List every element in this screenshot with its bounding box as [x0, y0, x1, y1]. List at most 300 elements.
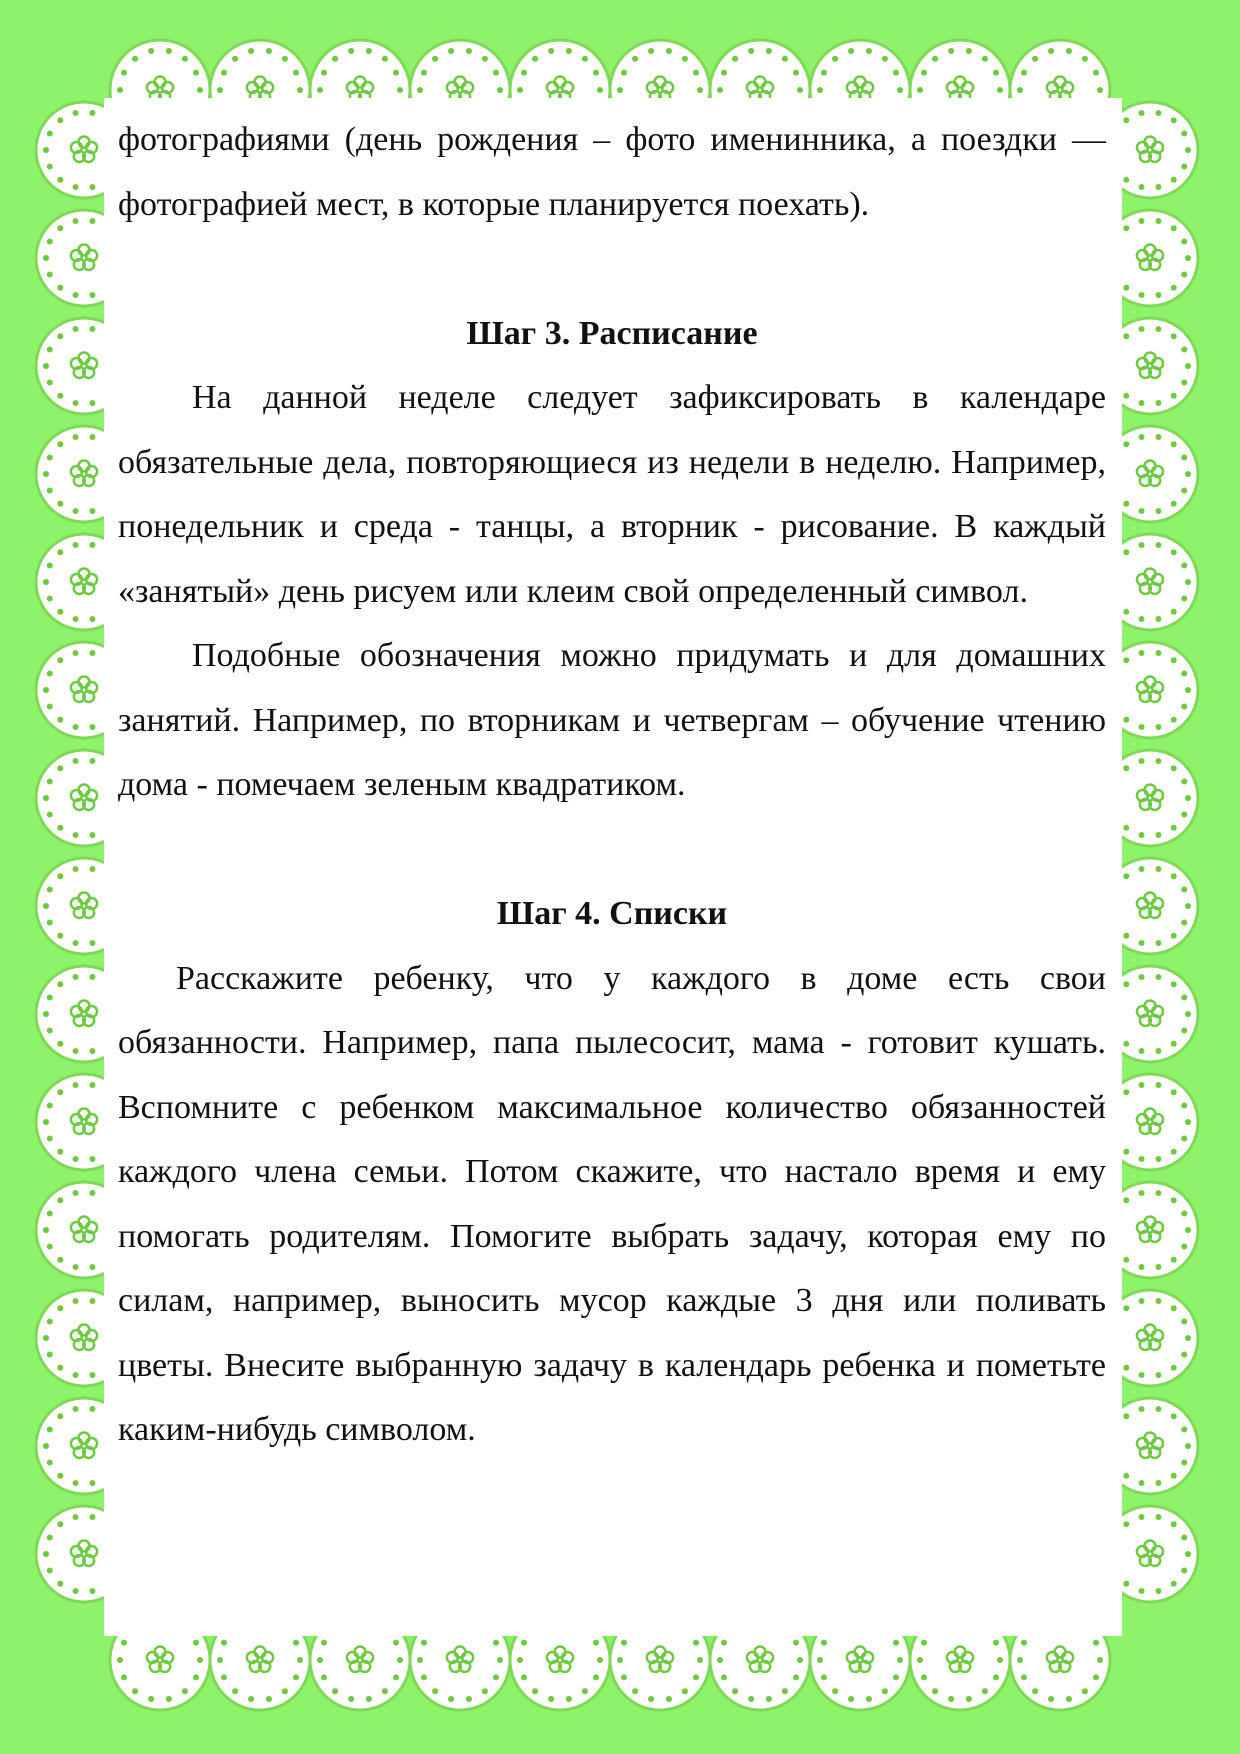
- intro-paragraph: фотографиями (день рождения – фото именинника, а поездки — фотографией мест, в которые планируется поехать).: [118, 121, 1106, 223]
- lace-dot: [1139, 1082, 1145, 1088]
- lace-dot: [57, 117, 63, 123]
- lace-dot: [117, 87, 123, 93]
- lace-dot: [47, 995, 53, 1001]
- lace-dot: [521, 1640, 527, 1646]
- lace-dot: [1093, 1640, 1099, 1646]
- lace-dot: [1155, 1298, 1161, 1304]
- lace-dot: [1171, 441, 1177, 447]
- lace-dot: [1171, 1197, 1177, 1203]
- lace-dot: [821, 1640, 827, 1646]
- lace-dot: [43, 795, 49, 801]
- lace-dot: [43, 1551, 49, 1557]
- lace-dot: [89, 184, 95, 190]
- lace-dot: [89, 434, 95, 440]
- lace-dot: [1171, 1521, 1177, 1527]
- lace-dot: [1048, 1696, 1054, 1702]
- lace-dot: [397, 1657, 403, 1663]
- lace-dot: [89, 1264, 95, 1270]
- lace-dot: [1066, 48, 1072, 54]
- lace-dot: [89, 758, 95, 764]
- lace-dot: [89, 1372, 95, 1378]
- lace-dot: [89, 1406, 95, 1412]
- lace-dot: [57, 1041, 63, 1047]
- lace-dot: [1032, 1688, 1038, 1694]
- lace-dot: [417, 1657, 423, 1663]
- lace-dot: [1021, 1640, 1027, 1646]
- lace-dot: [57, 933, 63, 939]
- lace-dot: [1097, 87, 1103, 93]
- lace-dot: [721, 1674, 727, 1680]
- lace-dot: [89, 724, 95, 730]
- lace-dot: [248, 1696, 254, 1702]
- lace-dot: [47, 595, 53, 601]
- lace-dot: [1123, 1581, 1129, 1587]
- lace-dot: [1123, 717, 1129, 723]
- lace-dot: [1139, 650, 1145, 656]
- lace-dot: [597, 1657, 603, 1663]
- lace-dot: [217, 1657, 223, 1663]
- lace-dot: [1171, 1413, 1177, 1419]
- lace-dot: [148, 1696, 154, 1702]
- lace-dot: [73, 1190, 79, 1196]
- lace-dot: [421, 70, 427, 76]
- lace-dot: [1171, 717, 1177, 723]
- lace-dot: [57, 1413, 63, 1419]
- lace-dot: [1181, 1243, 1187, 1249]
- lace-dot: [1181, 487, 1187, 493]
- lace-dot: [73, 400, 79, 406]
- lace-dot: [1181, 1103, 1187, 1109]
- lace-dot: [193, 1674, 199, 1680]
- lace-dot: [793, 70, 799, 76]
- lace-dot: [1021, 70, 1027, 76]
- lace-dot: [43, 147, 49, 153]
- lace-dot: [748, 1696, 754, 1702]
- lace-dot: [432, 1688, 438, 1694]
- lace-dot: [421, 1674, 427, 1680]
- lace-dot: [43, 1011, 49, 1017]
- lace-dot: [721, 1640, 727, 1646]
- lace-dot: [293, 1674, 299, 1680]
- lace-dot: [982, 56, 988, 62]
- lace-dot: [1155, 1372, 1161, 1378]
- lace-dot: [382, 56, 388, 62]
- lace-dot: [47, 1103, 53, 1109]
- lace-dot: [1097, 1657, 1103, 1663]
- lace-dot: [47, 1027, 53, 1033]
- lace-dot: [89, 974, 95, 980]
- lace-dot: [597, 87, 603, 93]
- lace-dot: [1139, 110, 1145, 116]
- lace-dot: [548, 48, 554, 54]
- lace-dot: [1155, 542, 1161, 548]
- lace-dot: [89, 542, 95, 548]
- lace-dot: [393, 70, 399, 76]
- lace-dot: [57, 549, 63, 555]
- lace-dot: [417, 87, 423, 93]
- lace-dot: [73, 724, 79, 730]
- lace-dot: [1171, 285, 1177, 291]
- lace-dot: [1123, 825, 1129, 831]
- lace-dot: [1181, 887, 1187, 893]
- lace-dot: [57, 873, 63, 879]
- lace-dot: [997, 1657, 1003, 1663]
- lace-dot: [43, 1335, 49, 1341]
- lace-dot: [717, 1657, 723, 1663]
- lace-dot: [1139, 866, 1145, 872]
- lace-dot: [1185, 1551, 1191, 1557]
- lace-dot: [232, 56, 238, 62]
- lace-dot: [57, 285, 63, 291]
- lace-dot: [47, 1351, 53, 1357]
- lace-dot: [497, 1657, 503, 1663]
- lace-dot: [532, 56, 538, 62]
- lace-dot: [1123, 981, 1129, 987]
- lace-dot: [748, 48, 754, 54]
- lace-dot: [1139, 832, 1145, 838]
- lace-dot: [1123, 1257, 1129, 1263]
- lace-dot: [1123, 765, 1129, 771]
- lace-dot: [73, 832, 79, 838]
- lace-dot: [1139, 1264, 1145, 1270]
- lace-dot: [1048, 48, 1054, 54]
- lace-dot: [89, 218, 95, 224]
- lace-dot: [1181, 1351, 1187, 1357]
- lace-dot: [1139, 508, 1145, 514]
- lace-dot: [1139, 616, 1145, 622]
- lace-dot: [832, 56, 838, 62]
- lace-dot: [266, 48, 272, 54]
- lace-dot: [693, 1640, 699, 1646]
- lace-dot: [893, 1640, 899, 1646]
- lace-dot: [1171, 1473, 1177, 1479]
- lace-dot: [466, 48, 472, 54]
- section-heading-step3: Шаг 3. Расписание: [466, 314, 758, 352]
- lace-dot: [73, 1372, 79, 1378]
- lace-dot: [493, 70, 499, 76]
- lace-dot: [1171, 1581, 1177, 1587]
- lace-dot: [43, 1227, 49, 1233]
- lace-dot: [89, 866, 95, 872]
- lace-dot: [466, 1696, 472, 1702]
- lace-dot: [89, 1048, 95, 1054]
- lace-dot: [57, 1089, 63, 1095]
- lace-dot: [1032, 56, 1038, 62]
- section-heading-step4: Шаг 4. Списки: [496, 895, 728, 932]
- lace-dot: [117, 1657, 123, 1663]
- lace-dot: [73, 616, 79, 622]
- lace-dot: [43, 1119, 49, 1125]
- lace-dot: [1155, 974, 1161, 980]
- lace-dot: [882, 56, 888, 62]
- lace-dot: [1185, 363, 1191, 369]
- lace-dot: [593, 70, 599, 76]
- lace-dot: [1181, 455, 1187, 461]
- lace-dot: [73, 758, 79, 764]
- lace-dot: [1171, 657, 1177, 663]
- lace-dot: [1171, 1149, 1177, 1155]
- lace-dot: [1139, 1298, 1145, 1304]
- lace-dot: [821, 70, 827, 76]
- lace-dot: [1123, 177, 1129, 183]
- lace-dot: [1185, 255, 1191, 261]
- lace-dot: [497, 87, 503, 93]
- lace-dot: [1181, 131, 1187, 137]
- lace-dot: [1181, 1319, 1187, 1325]
- lace-dot: [43, 579, 49, 585]
- lace-dot: [1123, 1365, 1129, 1371]
- lace-dot: [1155, 866, 1161, 872]
- lace-dot: [197, 87, 203, 93]
- lace-dot: [1123, 501, 1129, 507]
- lace-dot: [43, 471, 49, 477]
- lace-dot: [73, 292, 79, 298]
- lace-dot: [1139, 1588, 1145, 1594]
- lace-dot: [1171, 333, 1177, 339]
- lace-dot: [293, 1640, 299, 1646]
- lace-dot: [89, 940, 95, 946]
- lace-dot: [1181, 1427, 1187, 1433]
- lace-dot: [57, 1581, 63, 1587]
- lace-dot: [1139, 724, 1145, 730]
- lace-dot: [448, 1696, 454, 1702]
- lace-dot: [732, 1688, 738, 1694]
- lace-dot: [57, 501, 63, 507]
- lace-dot: [47, 919, 53, 925]
- lace-dot: [1123, 657, 1129, 663]
- lace-dot: [382, 1688, 388, 1694]
- lace-dot: [521, 70, 527, 76]
- lace-dot: [1171, 765, 1177, 771]
- lace-dot: [1155, 1156, 1161, 1162]
- lace-dot: [682, 1688, 688, 1694]
- lace-dot: [517, 87, 523, 93]
- lace-dot: [1171, 1305, 1177, 1311]
- lace-dot: [1139, 292, 1145, 298]
- lace-dot: [221, 1640, 227, 1646]
- lace-dot: [73, 434, 79, 440]
- lace-dot: [966, 1696, 972, 1702]
- lace-dot: [817, 1657, 823, 1663]
- lace-dot: [632, 56, 638, 62]
- lace-dot: [232, 1688, 238, 1694]
- lace-dot: [1123, 1305, 1129, 1311]
- lace-dot: [1181, 595, 1187, 601]
- lace-dot: [73, 974, 79, 980]
- lace-dot: [47, 887, 53, 893]
- lace-dot: [57, 1521, 63, 1527]
- lace-dot: [366, 1696, 372, 1702]
- lace-dot: [73, 650, 79, 656]
- lace-dot: [1171, 501, 1177, 507]
- lace-dot: [621, 1640, 627, 1646]
- lace-dot: [1155, 110, 1161, 116]
- lace-dot: [57, 609, 63, 615]
- lace-dot: [493, 1640, 499, 1646]
- lace-dot: [1139, 218, 1145, 224]
- lace-dot: [1155, 508, 1161, 514]
- lace-dot: [73, 218, 79, 224]
- lace-dot: [448, 48, 454, 54]
- lace-dot: [47, 1567, 53, 1573]
- lace-dot: [897, 87, 903, 93]
- lace-dot: [57, 1473, 63, 1479]
- lace-dot: [1123, 873, 1129, 879]
- lace-dot: [617, 1657, 623, 1663]
- lace-dot: [666, 48, 672, 54]
- lace-dot: [1123, 117, 1129, 123]
- lace-dot: [482, 1688, 488, 1694]
- document-body: [118, 108, 1106, 1463]
- lace-dot: [521, 1674, 527, 1680]
- lace-dot: [593, 1640, 599, 1646]
- lace-dot: [73, 1156, 79, 1162]
- lace-dot: [1171, 609, 1177, 615]
- lace-dot: [57, 825, 63, 831]
- lace-dot: [1181, 347, 1187, 353]
- lace-dot: [1185, 471, 1191, 477]
- lace-dot: [1155, 1514, 1161, 1520]
- lace-dot: [1123, 933, 1129, 939]
- lace-dot: [1171, 1257, 1177, 1263]
- lace-dot: [893, 70, 899, 76]
- lace-dot: [432, 56, 438, 62]
- lace-dot: [693, 70, 699, 76]
- lace-dot: [693, 1674, 699, 1680]
- lace-dot: [1185, 1119, 1191, 1125]
- lace-dot: [617, 87, 623, 93]
- lace-dot: [43, 1443, 49, 1449]
- lace-dot: [1139, 184, 1145, 190]
- lace-dot: [282, 1688, 288, 1694]
- lace-dot: [1017, 87, 1023, 93]
- lace-dot: [1155, 218, 1161, 224]
- lace-dot: [1181, 1211, 1187, 1217]
- lace-dot: [366, 48, 372, 54]
- lace-dot: [193, 1640, 199, 1646]
- lace-dot: [89, 650, 95, 656]
- lace-dot: [182, 56, 188, 62]
- lace-dot: [47, 271, 53, 277]
- lace-dot: [57, 1197, 63, 1203]
- lace-dot: [682, 56, 688, 62]
- lace-dot: [697, 1657, 703, 1663]
- lace-dot: [921, 1640, 927, 1646]
- lace-dot: [997, 87, 1003, 93]
- lace-dot: [57, 1365, 63, 1371]
- lace-dot: [89, 1082, 95, 1088]
- lace-dot: [917, 1657, 923, 1663]
- lace-dot: [47, 1427, 53, 1433]
- lace-dot: [1181, 1535, 1187, 1541]
- lace-dot: [948, 1696, 954, 1702]
- lace-dot: [566, 1696, 572, 1702]
- lace-dot: [1185, 1335, 1191, 1341]
- lace-dot: [582, 1688, 588, 1694]
- lace-dot: [866, 1696, 872, 1702]
- lace-dot: [166, 48, 172, 54]
- lace-dot: [248, 48, 254, 54]
- lace-dot: [47, 347, 53, 353]
- lace-dot: [1171, 825, 1177, 831]
- lace-dot: [917, 87, 923, 93]
- lace-dot: [1139, 1372, 1145, 1378]
- lace-dot: [582, 56, 588, 62]
- lace-dot: [1139, 1048, 1145, 1054]
- lace-dot: [73, 1264, 79, 1270]
- lace-dot: [1181, 779, 1187, 785]
- lace-dot: [57, 1257, 63, 1263]
- lace-dot: [297, 1657, 303, 1663]
- lace-dot: [1139, 326, 1145, 332]
- lace-dot: [47, 703, 53, 709]
- step3-paragraph-1: На данной неделе следует зафиксировать в календаре обязательные дела, повторяющиеся из недели в неделю. Например, понедельник и среда - танцы, а вторник - рисование. В каждый «занятый» день рисуем или клеим свой определенный символ.: [118, 379, 1106, 610]
- lace-dot: [393, 1640, 399, 1646]
- lace-dot: [921, 70, 927, 76]
- lace-dot: [1181, 271, 1187, 277]
- lace-dot: [832, 1688, 838, 1694]
- lace-dot: [1155, 1406, 1161, 1412]
- step3-paragraph-2: Подобные обозначения можно придумать и для домашних занятий. Например, по вторникам и четвергам – обучение чтению дома - помечаем зеленым квадратиком.: [118, 637, 1106, 803]
- lace-dot: [332, 56, 338, 62]
- lace-dot: [297, 87, 303, 93]
- lace-dot: [47, 1319, 53, 1325]
- lace-dot: [1185, 579, 1191, 585]
- lace-dot: [73, 1480, 79, 1486]
- lace-dot: [782, 56, 788, 62]
- lace-dot: [732, 56, 738, 62]
- lace-dot: [1181, 811, 1187, 817]
- lace-dot: [266, 1696, 272, 1702]
- lace-dot: [73, 1298, 79, 1304]
- lace-dot: [1123, 285, 1129, 291]
- lace-dot: [43, 255, 49, 261]
- lace-dot: [1155, 940, 1161, 946]
- lace-dot: [73, 1514, 79, 1520]
- lace-dot: [89, 832, 95, 838]
- spacer: [118, 237, 1106, 302]
- lace-dot: [1093, 1674, 1099, 1680]
- lace-dot: [332, 1688, 338, 1694]
- lace-dot: [132, 56, 138, 62]
- lace-dot: [1155, 724, 1161, 730]
- lace-dot: [1181, 379, 1187, 385]
- lace-dot: [1123, 1089, 1129, 1095]
- lace-dot: [648, 1696, 654, 1702]
- lace-dot: [89, 326, 95, 332]
- lace-dot: [89, 110, 95, 116]
- lace-dot: [1139, 758, 1145, 764]
- lace-dot: [73, 184, 79, 190]
- lace-dot: [721, 70, 727, 76]
- lace-dot: [882, 1688, 888, 1694]
- lace-dot: [932, 1688, 938, 1694]
- lace-dot: [1181, 1135, 1187, 1141]
- lace-dot: [893, 1674, 899, 1680]
- lace-dot: [47, 239, 53, 245]
- lace-dot: [397, 87, 403, 93]
- lace-dot: [317, 87, 323, 93]
- lace-dot: [1155, 832, 1161, 838]
- lace-dot: [1171, 1089, 1177, 1095]
- lace-dot: [548, 1696, 554, 1702]
- lace-dot: [47, 163, 53, 169]
- lace-dot: [221, 70, 227, 76]
- lace-dot: [566, 48, 572, 54]
- lace-dot: [43, 687, 49, 693]
- step4-paragraph-1: Расскажите ребенку, что у каждого в доме есть свои обязанности. Например, папа пылесосит, мама - готовит кушать. Вспомните с ребенком максимальное количество обязанностей каждого члена семьи. Потом скажите, что настало время и ему помогать родителям. Помогите выбрать задачу, которая ему по силам, например, выносить мусор каждые 3 дня или поливать цветы. Внесите выбранную задачу в календарь ребенка и пометьте каким-нибудь символом.: [118, 959, 1106, 1448]
- lace-dot: [57, 765, 63, 771]
